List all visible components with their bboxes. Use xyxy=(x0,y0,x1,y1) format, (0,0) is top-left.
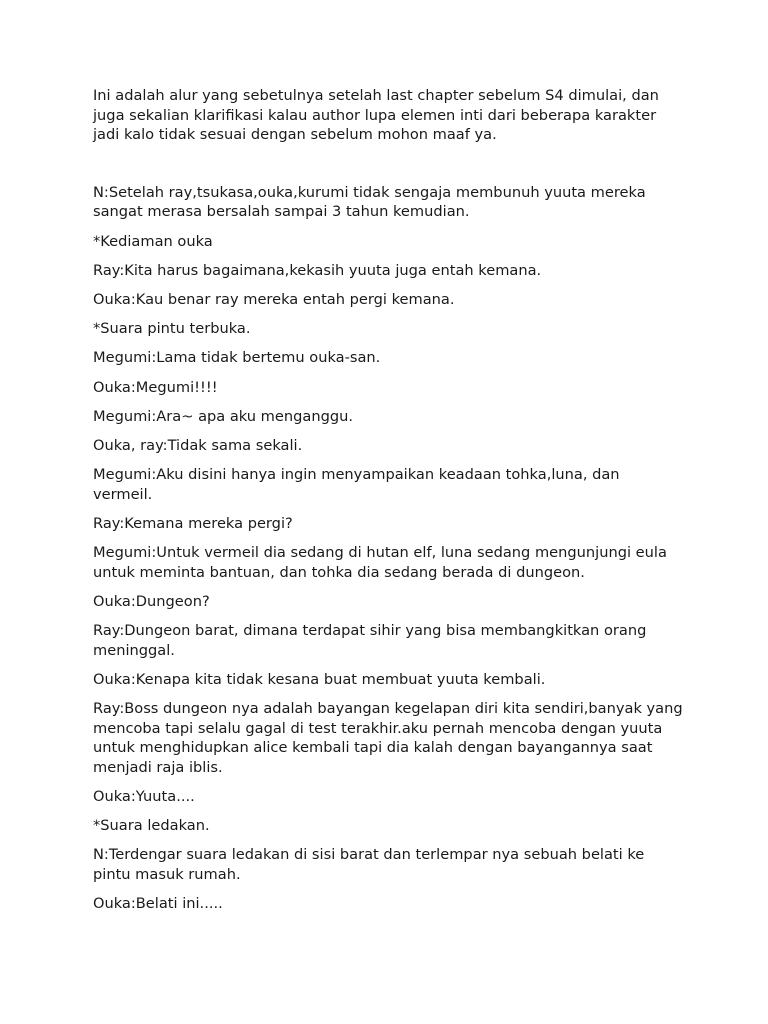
paragraph-dialogue: Megumi:Lama tidak bertemu ouka-san. xyxy=(93,349,381,367)
paragraph-dialogue: Ouka, ray:Tidak sama sekali. xyxy=(93,436,303,454)
paragraph-dialogue: Ouka:Megumi!!!! xyxy=(93,378,218,396)
paragraph-scene-1: *Kediaman ouka xyxy=(93,232,213,250)
paragraph-scene-3: *Suara ledakan. xyxy=(93,817,210,835)
paragraph-dialogue: Ray:Boss dungeon nya adalah bayangan kegelapan diri kita sendiri,banyak yang mencoba tapi selalu gagal di test terakhir.aku pernah mencoba dengan yuuta untuk menghidupkan alice kembali tapi dia kalah dengan bayangannya saat menjadi raja iblis. xyxy=(93,699,683,776)
paragraph-dialogue: Ouka:Kau benar ray mereka entah pergi kemana. xyxy=(93,290,455,308)
paragraph-narration-2: N:Terdengar suara ledakan di sisi barat dan terlempar nya sebuah belati ke pintu masuk rumah. xyxy=(93,846,645,883)
paragraph-dialogue: Ouka:Yuuta.... xyxy=(93,787,195,805)
paragraph-scene-2: *Suara pintu terbuka. xyxy=(93,320,251,338)
paragraph-dialogue: Ouka:Kenapa kita tidak kesana buat membuat yuuta kembali. xyxy=(93,670,546,688)
paragraph-narration-1: N:Setelah ray,tsukasa,ouka,kurumi tidak sengaja membunuh yuuta mereka sangat merasa bersalah sampai 3 tahun kemudian. xyxy=(93,183,646,221)
paragraph-dialogue: Ouka:Dungeon? xyxy=(93,592,210,610)
paragraph-dialogue: Ray:Kita harus bagaimana,kekasih yuuta juga entah kemana. xyxy=(93,261,542,279)
paragraph-dialogue: Ouka:Belati ini..... xyxy=(93,895,223,913)
paragraph-dialogue: Megumi:Ara~ apa aku menganggu. xyxy=(93,407,354,425)
paragraph-dialogue: Megumi:Aku disini hanya ingin menyampaikan keadaan tohka,luna, dan vermeil. xyxy=(93,466,620,503)
paragraph-dialogue: Ray:Kemana mereka pergi? xyxy=(93,514,293,532)
intro-paragraph: Ini adalah alur yang sebetulnya setelah last chapter sebelum S4 dimulai, dan juga sekalian klarifikasi kalau author lupa elemen inti dari beberapa karakter jadi kalo tidak sesuai dengan sebelum mohon maaf ya. xyxy=(93,87,659,144)
document-page xyxy=(93,86,683,923)
paragraph-dialogue: Megumi:Untuk vermeil dia sedang di hutan elf, luna sedang mengunjungi eula untuk meminta bantuan, dan tohka dia sedang berada di dungeon. xyxy=(93,544,667,581)
paragraph-dialogue: Ray:Dungeon barat, dimana terdapat sihir yang bisa membangkitkan orang meninggal. xyxy=(93,622,647,659)
